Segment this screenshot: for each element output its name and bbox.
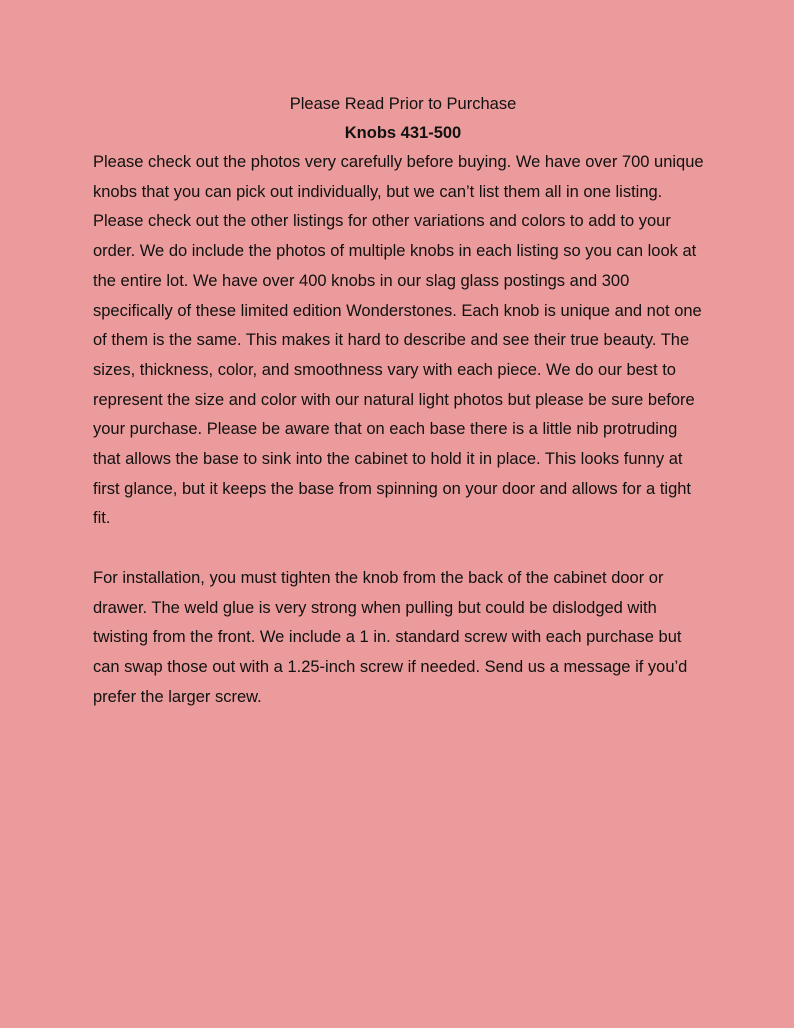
- notice-heading: Please Read Prior to Purchase: [289, 95, 517, 113]
- description-paragraph: Please check out the photos very carefully before buying. We have over 700 unique knobs that you can pick out individually, but we can’t list them all in one listing. Please check out the other listings for other variations and colors to add to your order. We do include the photos of multiple knobs in each listing so you can look at the entire lot. We have over 400 knobs in our slag glass postings and 300 specifically of these limited edition Wonderstones. Each knob is unique and not one of them is the same. This makes it hard to describe and see their true beauty. The sizes, thickness, color, and smoothness vary with each piece. We do our best to represent the size and color with our natural light photos but please be sure before your purchase. Please be aware that on each base there is a little nib protruding that allows the base to sink into the cabinet to hold it in place. This looks funny at first glance, but it keeps the base from spinning on your door and allows for a tight fit.: [93, 153, 704, 528]
- document-title: Knobs 431-500: [344, 124, 462, 142]
- document-page: [93, 90, 705, 712]
- installation-paragraph: For installation, you must tighten the knob from the back of the cabinet door or drawer. The weld glue is very strong when pulling but could be dislodged with twisting from the front. We include a 1 in. standard screw with each purchase but can swap those out with a 1.25-inch screw if needed. Send us a message if you’d prefer the larger screw.: [93, 568, 688, 706]
- paragraph-spacer: [93, 534, 705, 564]
